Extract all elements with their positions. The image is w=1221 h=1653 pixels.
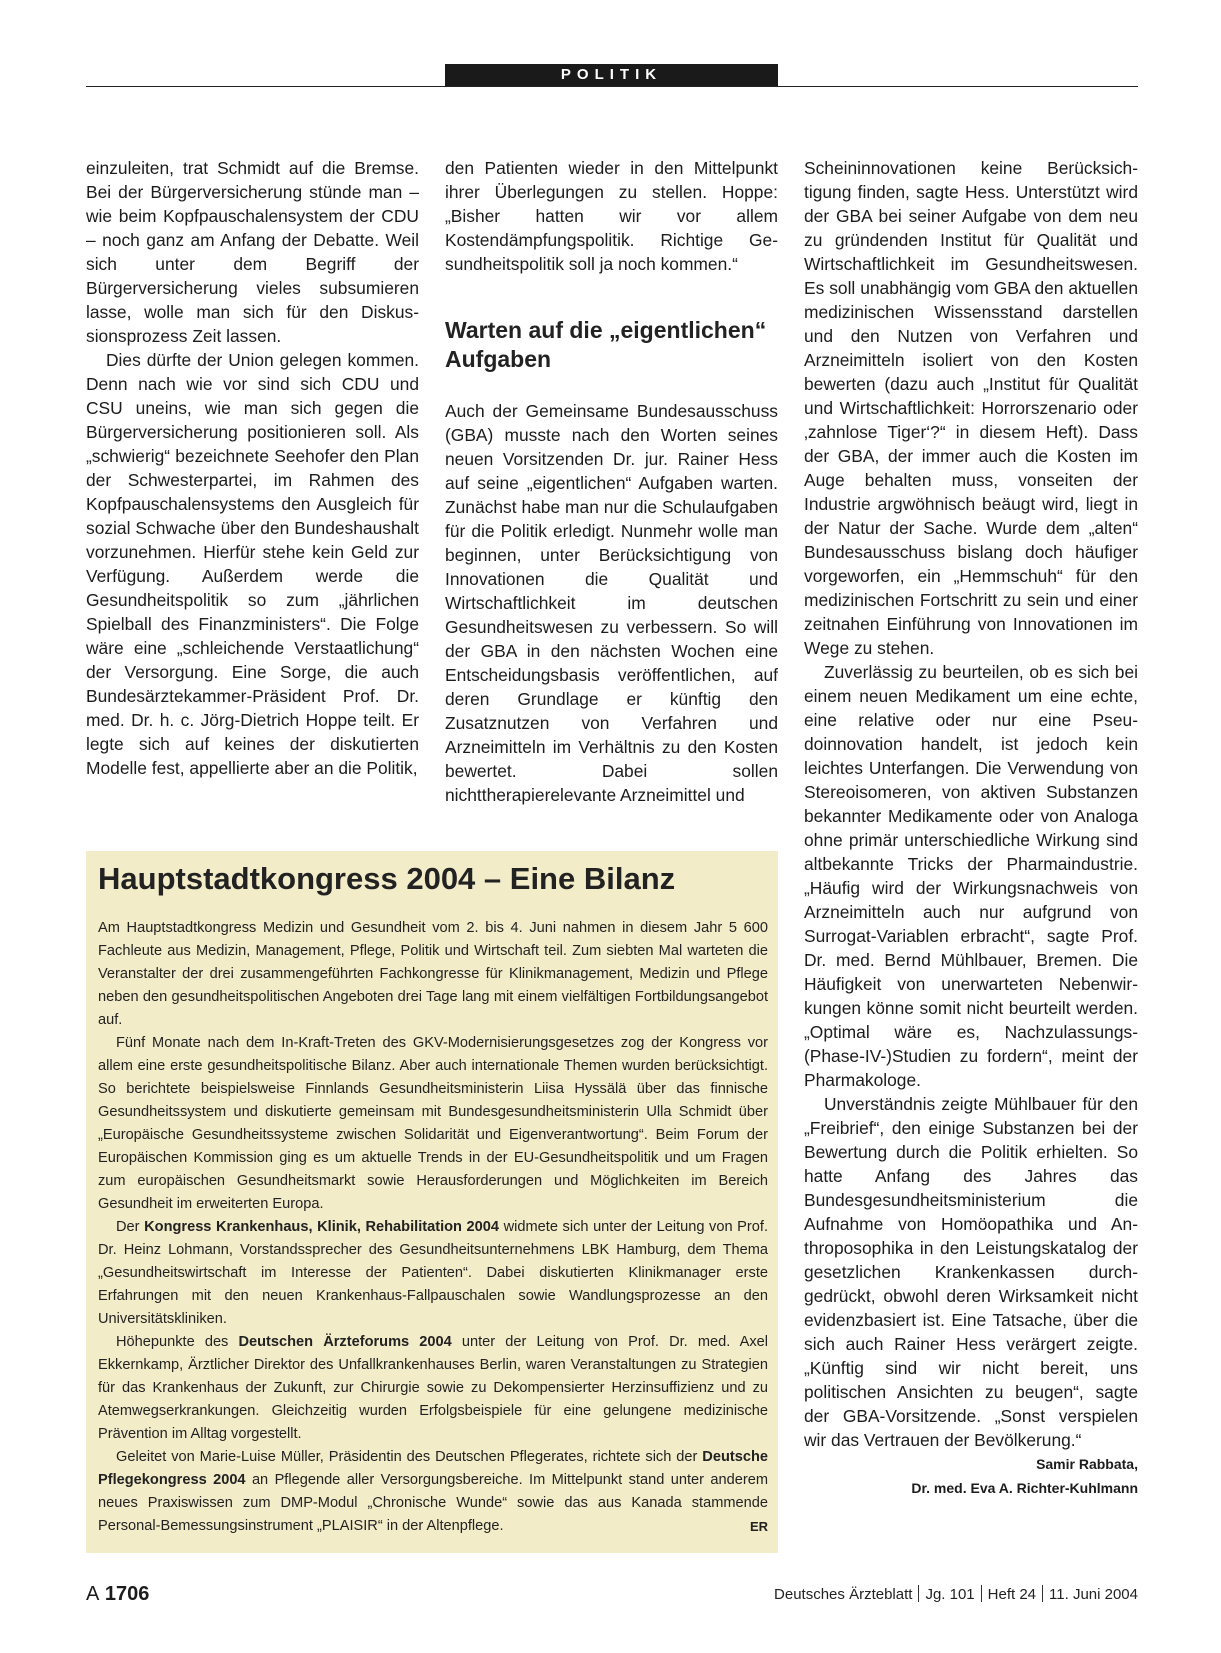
column-2-bottom [445, 399, 778, 807]
paragraph: Auch der Gemeinsame Bundesausschuss (GBA) musste nach den Worten seines neuen Vorsitzenden Dr. jur. Rainer Hess auf seine „eigentlichen“ Aufgaben warten. Zunächst habe man nur die Schulaufgaben für die Politik erledigt. Nunmehr wolle man beginnen, unter Berücksichtigung von Innovationen die Qualität und Wirtschaftlichkeit im deutschen Gesundheitswesen zu verbessern. So will der GBA in den nächsten Wochen eine Entscheidungsbasis veröffentlichen, auf deren Grundlage er künftig den Zusatznutzen von Verfahren und Arzneimitteln im Verhältnis zu den Kosten bewertet. Dabei sollen nichttherapierelevante Arzneimittel und [445, 401, 778, 805]
separator [1042, 1585, 1043, 1602]
box-paragraph [98, 1331, 768, 1446]
issue: Heft 24 [987, 1586, 1037, 1603]
info-box-body [98, 917, 768, 1538]
paragraph: Unverständnis zeigte Mühlbauer für den „Freibrief“, den einige Substanzen bei der Bewertung durch die Politik erhielten. So hatte Anfang des Jahres das Bundesgesundheitsministerium die Aufnahme von Homöopathika und Anthroposophika in den Leistungskatalog der gesetzlichen Krankenkassen durchgedrückt, obwohl deren Wirksamkeit nicht evidenzbasiert ist. Eine Tatsache, über die sich auch Rainer Hess verärgert zeigte. „Künftig sind wir nicht bereit, uns politischen Ansichten zu beugen“, sagte der GBA-Vorsitzende. „Sonst verspielen wir das Vertrauen der Bevölkerung.“ [804, 1094, 1138, 1450]
subheading: Warten auf die „eigentlichen“ Aufgaben [445, 317, 767, 372]
page-number [86, 1583, 149, 1606]
box-paragraph [98, 1446, 768, 1538]
author-line-1: Samir Rabbata, [1036, 1456, 1138, 1472]
page-prefix: A [86, 1583, 100, 1605]
column-3 [804, 156, 1138, 1500]
section-label: POLITIK [445, 64, 778, 86]
page-number-value: 1706 [104, 1583, 150, 1605]
column-2-top [445, 156, 778, 276]
paragraph: Scheininnovationen keine Berücksichtigung finden, sagte Hess. Unterstützt wird der GBA bei seiner Aufgabe von dem neu zu gründenden Institut für Qualität und Wirtschaftlichkeit im Gesundheitswesen. Es soll unabhängig vom GBA den aktuellen medizinischen Wissensstand darstellen und den Nutzen von Verfahren und Arzneimitteln isoliert von den Kosten bewerten (dazu auch „Institut für Qualität und Wirtschaftlichkeit: Horrorszenario oder ‚zahnlose Tiger‘?“ in diesem Heft). Dass der GBA, der immer auch die Kosten im Auge behalten muss, vonseiten der Industrie argwöhnisch beäugt wird, liegt in der Natur der Sache. Wurde dem „alten“ Bundesausschuss bislang doch häufiger vorgeworfen, ein „Hemmschuh“ für den medizinischen Fortschritt zu sein und einer zeitnahen Einführung von Innovationen im Wege zu stehen. [804, 158, 1138, 658]
bold-text: Kongress Krankenhaus, Klinik, Rehabilitation 2004 [144, 1219, 500, 1235]
info-box [86, 851, 778, 1553]
box-paragraph [98, 1216, 768, 1331]
issue-date: 11. Juni 2004 [1049, 1586, 1138, 1603]
text: Der [116, 1219, 145, 1235]
paragraph: den Patienten wieder in den Mittelpunkt ihrer Überlegungen zu stellen. Hoppe: „Bisher hatten wir vor allem Kostendämpfungspolitik. Richtige Gesundheitspolitik soll ja noch kommen.“ [445, 158, 778, 274]
box-paragraph: Fünf Monate nach dem In-Kraft-Treten des GKV-Modernisierungsgesetzes zog der Kongress vor allem eine erste gesundheitspolitische Bilanz. Aber auch internationale Themen wurden berücksichtigt. So berichtete beispielsweise Finnlands Gesundheitsministerin Liisa Hyssälä über das finnische Gesundheitssystem und diskutierte gemeinsam mit Bundesgesundheitsministerin Ulla Schmidt über „Europäische Gesundheitssysteme zwischen Solidarität und Eigenverantwortung“. Beim Forum der Europäischen Kommission ging es um aktuelle Trends in der EU-Gesundheitspolitik und um Fragen zum europäischen Gesundheitsmarkt sowie Herausforderungen und Möglichkeiten im Bereich Gesundheit im erweiterten Europa. [98, 1035, 768, 1212]
bold-text: Deutschen Ärzteforums 2004 [238, 1334, 452, 1350]
author-line-2: Dr. med. Eva A. Richter-Kuhlmann [911, 1480, 1138, 1496]
box-signature: ER [749, 1519, 768, 1534]
journal-name: Deutsches Ärzteblatt [774, 1586, 913, 1603]
text: Höhepunkte des [116, 1334, 239, 1350]
separator [918, 1585, 919, 1602]
separator [981, 1585, 982, 1602]
volume: Jg. 101 [925, 1586, 975, 1603]
paragraph: Zuverlässig zu beurteilen, ob es sich bei einem neuen Medikament um eine echte, eine relative oder nur eine Pseudoinnovation handelt, ist jedoch kein leichtes Unterfangen. Die Verwendung von Stereoisomeren, von aktiven Substanzen bekannter Medikamente oder von Analoga ohne primär unterschiedliche Wirkung sind altbekannte Tricks der Pharmaindustrie. „Häufig wird der Wirkungsnachweis von Arzneimitteln auch nur aufgrund von Surrogat-Variablen erbracht“, sagte Prof. Dr. med. Bernd Mühlbauer, Bremen. Die Häufigkeit von unerwarteten Nebenwirkungen könne somit nicht beurteilt werden. „Optimal wäre es, Nachzulassungs-(Phase-IV-)Studien zu fordern“, meint der Pharmakologe. [804, 662, 1138, 1090]
text: Geleitet von Marie-Luise Müller, Präsidentin des Deutschen Pflegerates, richtete sich der [116, 1449, 703, 1465]
bold-text: Deutsche Pflegekongress 2004 [98, 1449, 768, 1488]
paragraph: einzuleiten, trat Schmidt auf die Bremse. Bei der Bürgerversicherung stünde man – wie beim Kopfpauschalensystem der CDU – noch ganz am Anfang der Debatte. Weil sich unter dem Begriff der Bürgerversicherung vieles subsumieren lasse, wolle man sich für den Diskussionsprozess Zeit lassen. [86, 158, 419, 346]
paragraph: Dies dürfte der Union gelegen kommen. Denn nach wie vor sind sich CDU und CSU uneins, wie man sich gegen die Bürgerversicherung positionieren soll. Als „schwierig“ bezeichnete Seehofer den Plan der Schwesterpartei, im Rahmen des Kopfpauschalensystems den Ausgleich für sozial Schwache über den Bundeshaushalt vorzunehmen. Hierfür stehe kein Geld zur Verfügung. Außerdem werde die Gesundheitspolitik so zum „jährlichen Spielball des Finanzministers“. Die Folge wäre eine „schleichende Verstaatlichung“ der Versorgung. Eine Sorge, die auch Bundesärztekammer-Präsident Prof. Dr. med. Dr. h. c. Jörg-Dietrich Hoppe teilt. Er legte sich auf keines der diskutierten Modelle fest, appellierte aber an die Politik, [86, 350, 419, 778]
info-box-title: Hauptstadtkongress 2004 – Eine Bilanz [98, 861, 676, 896]
column-1 [86, 156, 419, 780]
box-paragraph: Am Hauptstadtkongress Medizin und Gesundheit vom 2. bis 4. Juni nahmen in diesem Jahr 5 600 Fachleute aus Medizin, Management, Pflege, Politik und Wirtschaft teil. Zum siebten Mal warteten die Veranstalter der drei zusammengeführten Fachkongresse für Klinikmanagement, Medizin und Pflege neben den gesundheitspolitischen Angeboten drei Tage lang mit einem vielfältigen Fortbildungsangebot auf. [98, 920, 768, 1028]
text: an Pflegende aller Versorgungsbereiche. Im Mittelpunkt stand unter anderem neues Praxiswissen zum DMP-Modul „Chronische Wunde“ sowie das aus Kanada stammende Personal-Bemessungsinstrument „PLAISIR“ in der Altenpflege. [98, 1472, 768, 1534]
text: widmete sich unter der Leitung von Prof. Dr. Heinz Lohmann, Vorstandssprecher des Gesundheitsunternehmens LBK Hamburg, dem Thema „Gesundheitswirtschaft im Interesse der Patienten“. Dabei diskutierten Klinikmanager erste Erfahrungen mit den neuen Krankenhaus-Fallpauschalen sowie Wandlungsprozesse an den Universitätskliniken. [98, 1219, 768, 1327]
text: unter der Leitung von Prof. Dr. med. Axel Ekkernkamp, Ärztlicher Direktor des Unfallkrankenhauses Berlin, waren Veranstaltungen zu Strategien für das Krankenhaus der Zukunft, zur Chirurgie sowie zu Dekompensierter Herzinsuffizienz und zu Atemwegserkrankungen. Gleichzeitig wurden Erfolgsbeispiele für eine gelungene medizinische Prävention im Alltag vorgestellt. [98, 1334, 768, 1442]
footer-citation [774, 1585, 1138, 1603]
header-rule [86, 86, 1138, 87]
